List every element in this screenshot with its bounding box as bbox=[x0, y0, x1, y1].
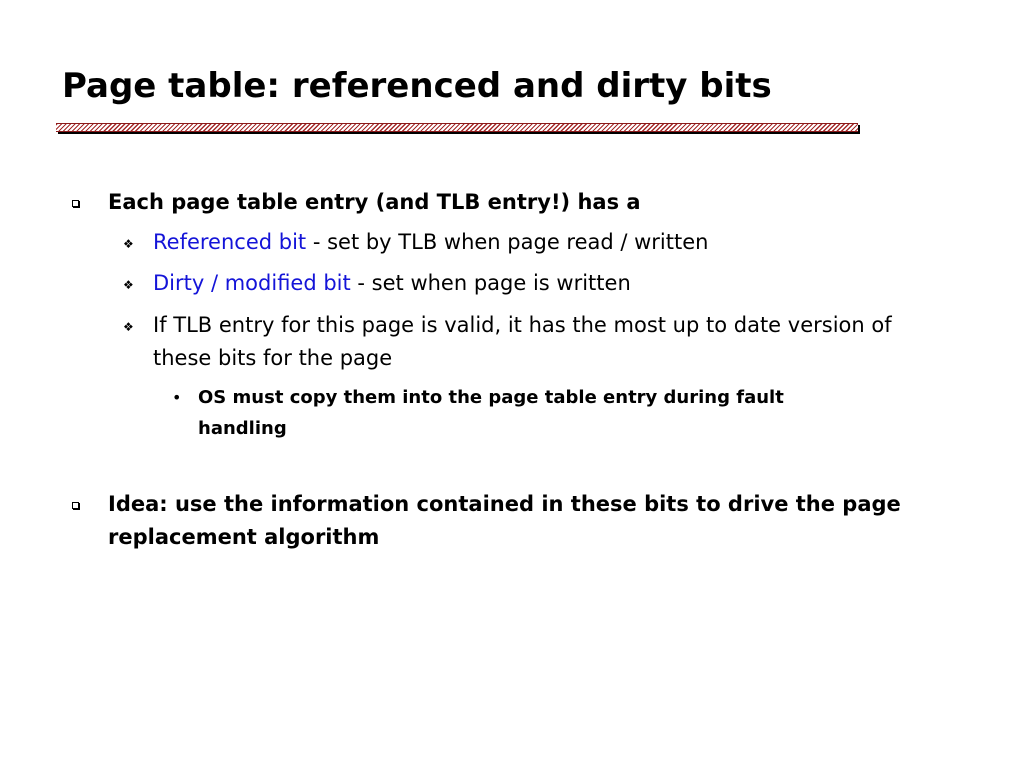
dot-bullet-icon: • bbox=[172, 388, 182, 407]
bullet-each-page-table-entry bbox=[108, 186, 928, 219]
highlight-term: Referenced bit bbox=[153, 230, 307, 254]
bullet-text: OS must copy them into the page table entry during fault handling bbox=[198, 387, 784, 439]
bullet-dirty-bit bbox=[123, 267, 933, 300]
diamond-bullet-icon: ❖ bbox=[123, 278, 134, 292]
highlight-term: Dirty / modified bit bbox=[153, 271, 351, 295]
bullet-text bbox=[153, 267, 933, 300]
diamond-bullet-icon: ❖ bbox=[123, 320, 134, 334]
bullet-text: Idea: use the information contained in these bits to drive the page replacement algorithm bbox=[108, 492, 901, 549]
square-bullet-icon bbox=[72, 502, 79, 509]
bullet-text: If TLB entry for this page is valid, it has the most up to date version of these bits for the page bbox=[153, 313, 892, 370]
bullet-text bbox=[153, 226, 933, 259]
bullet-description: - set when page is written bbox=[350, 271, 631, 295]
diamond-bullet-icon: ❖ bbox=[123, 237, 134, 251]
bullet-referenced-bit bbox=[123, 226, 933, 259]
bullet-tlb-entry-valid bbox=[123, 309, 913, 375]
bullet-description: - set by TLB when page read / written bbox=[306, 230, 709, 254]
square-bullet-icon bbox=[72, 200, 79, 207]
bullet-idea bbox=[108, 488, 938, 554]
bullet-os-must-copy bbox=[172, 382, 878, 444]
slide-title: Page table: referenced and dirty bits bbox=[62, 66, 772, 106]
bullet-text: Each page table entry (and TLB entry!) has a bbox=[108, 190, 641, 214]
